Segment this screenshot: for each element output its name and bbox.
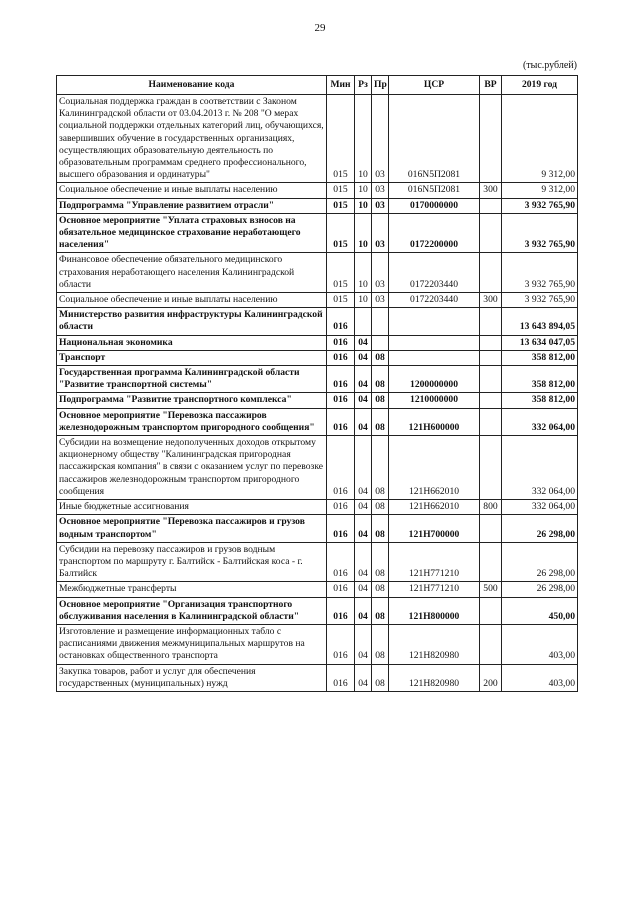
cell-pr: 08: [372, 393, 389, 408]
cell-vr: [480, 366, 502, 393]
cell-csr: 121Н820980: [389, 664, 480, 691]
table-row: [57, 436, 578, 500]
cell-amount: 332 064,00: [502, 408, 578, 435]
cell-rz: 10: [355, 183, 372, 198]
cell-name: Основное мероприятие "Перевозка пассажиров и грузов водным транспортом": [57, 515, 327, 542]
table-row: [57, 350, 578, 365]
cell-min: 016: [327, 335, 355, 350]
cell-amount: 26 298,00: [502, 542, 578, 582]
cell-pr: 08: [372, 542, 389, 582]
cell-rz: 04: [355, 393, 372, 408]
cell-csr: 0170000000: [389, 198, 480, 213]
cell-rz: 10: [355, 213, 372, 253]
table-row: [57, 198, 578, 213]
table-row: [57, 515, 578, 542]
cell-csr: [389, 308, 480, 335]
table-row: [57, 308, 578, 335]
cell-rz: 04: [355, 582, 372, 597]
cell-pr: 03: [372, 253, 389, 293]
cell-pr: [372, 308, 389, 335]
cell-vr: [480, 308, 502, 335]
cell-min: 015: [327, 253, 355, 293]
cell-min: 015: [327, 183, 355, 198]
cell-csr: [389, 335, 480, 350]
table-row: [57, 542, 578, 582]
cell-pr: 08: [372, 664, 389, 691]
cell-pr: 08: [372, 582, 389, 597]
cell-csr: 121Н662010: [389, 500, 480, 515]
cell-pr: 03: [372, 198, 389, 213]
cell-min: 016: [327, 542, 355, 582]
header-year: 2019 год: [502, 76, 578, 95]
cell-pr: 03: [372, 183, 389, 198]
cell-rz: 10: [355, 95, 372, 183]
cell-name: Транспорт: [57, 350, 327, 365]
cell-name: Социальное обеспечение и иные выплаты населению: [57, 293, 327, 308]
cell-vr: 200: [480, 664, 502, 691]
cell-amount: 3 932 765,90: [502, 253, 578, 293]
units-label: (тыс.рублей): [522, 60, 577, 71]
cell-name: Основное мероприятие "Перевозка пассажиров железнодорожным транспортом пригородного сообщения": [57, 408, 327, 435]
cell-amount: 332 064,00: [502, 500, 578, 515]
cell-rz: 10: [355, 198, 372, 213]
cell-vr: [480, 436, 502, 500]
cell-vr: [480, 350, 502, 365]
cell-name: Субсидии на возмещение недополученных доходов открытому акционерному обществу "Калининградская пригородная пассажирская компания" в связи с оказанием услуг по перевозке пассажиров железнодорожным транспортом пригородного сообщения: [57, 436, 327, 500]
cell-rz: 04: [355, 436, 372, 500]
table-row: [57, 183, 578, 198]
cell-vr: [480, 393, 502, 408]
cell-csr: 121Н700000: [389, 515, 480, 542]
cell-rz: 04: [355, 350, 372, 365]
cell-name: Иные бюджетные ассигнования: [57, 500, 327, 515]
cell-name: Изготовление и размещение информационных табло с расписаниями движения межмуниципальных маршрутов на остановках общественного транспорта: [57, 624, 327, 664]
cell-name: Подпрограмма "Управление развитием отрасли": [57, 198, 327, 213]
cell-min: 016: [327, 624, 355, 664]
cell-amount: 13 634 047,05: [502, 335, 578, 350]
cell-min: 016: [327, 393, 355, 408]
header-rz: Рз: [355, 76, 372, 95]
table-row: [57, 253, 578, 293]
page-number: 29: [314, 22, 326, 34]
cell-vr: 300: [480, 293, 502, 308]
cell-pr: 08: [372, 500, 389, 515]
cell-amount: 403,00: [502, 624, 578, 664]
cell-csr: 0172200000: [389, 213, 480, 253]
cell-rz: 04: [355, 500, 372, 515]
cell-rz: 04: [355, 597, 372, 624]
cell-min: 016: [327, 408, 355, 435]
cell-name: Закупка товаров, работ и услуг для обеспечения государственных (муниципальных) нужд: [57, 664, 327, 691]
cell-amount: 358 812,00: [502, 393, 578, 408]
cell-name: Подпрограмма "Развитие транспортного комплекса": [57, 393, 327, 408]
table-body: [57, 95, 578, 692]
cell-csr: 121Н800000: [389, 597, 480, 624]
cell-amount: 332 064,00: [502, 436, 578, 500]
cell-min: 015: [327, 198, 355, 213]
cell-pr: 08: [372, 436, 389, 500]
table-row: [57, 582, 578, 597]
cell-csr: 121Н600000: [389, 408, 480, 435]
cell-pr: 08: [372, 624, 389, 664]
cell-amount: 358 812,00: [502, 366, 578, 393]
table-row: [57, 500, 578, 515]
cell-min: 016: [327, 500, 355, 515]
cell-rz: [355, 308, 372, 335]
cell-csr: 121Н662010: [389, 436, 480, 500]
cell-csr: 121Н771210: [389, 582, 480, 597]
cell-pr: 08: [372, 366, 389, 393]
cell-vr: [480, 253, 502, 293]
cell-rz: 04: [355, 515, 372, 542]
table-row: [57, 293, 578, 308]
cell-csr: 121Н771210: [389, 542, 480, 582]
cell-vr: 500: [480, 582, 502, 597]
table-row: [57, 664, 578, 691]
cell-csr: 0172203440: [389, 293, 480, 308]
cell-min: 016: [327, 597, 355, 624]
cell-pr: 08: [372, 515, 389, 542]
header-name: Наименование кода: [57, 76, 327, 95]
cell-amount: 3 932 765,90: [502, 213, 578, 253]
cell-csr: 121Н820980: [389, 624, 480, 664]
cell-amount: 358 812,00: [502, 350, 578, 365]
cell-rz: 04: [355, 335, 372, 350]
cell-pr: 08: [372, 350, 389, 365]
cell-csr: 016N5П2081: [389, 95, 480, 183]
cell-vr: [480, 95, 502, 183]
cell-vr: [480, 515, 502, 542]
cell-vr: 300: [480, 183, 502, 198]
cell-name: Национальная экономика: [57, 335, 327, 350]
cell-name: Основное мероприятие "Уплата страховых взносов на обязательное медицинское страхование неработающего населения": [57, 213, 327, 253]
cell-vr: [480, 597, 502, 624]
cell-vr: [480, 198, 502, 213]
cell-min: 016: [327, 366, 355, 393]
cell-csr: [389, 350, 480, 365]
cell-name: Министерство развития инфраструктуры Калининградской области: [57, 308, 327, 335]
cell-amount: 13 643 894,05: [502, 308, 578, 335]
cell-min: 016: [327, 582, 355, 597]
table-row: [57, 393, 578, 408]
header-min: Мин: [327, 76, 355, 95]
cell-pr: 08: [372, 597, 389, 624]
cell-min: 015: [327, 293, 355, 308]
cell-name: Социальное обеспечение и иные выплаты населению: [57, 183, 327, 198]
cell-vr: [480, 408, 502, 435]
cell-min: 015: [327, 95, 355, 183]
table-row: [57, 624, 578, 664]
table-row: [57, 335, 578, 350]
cell-name: Социальная поддержка граждан в соответствии с Законом Калининградской области от 03.04.2013 г. № 208 "О мерах социальной поддержки отдельных категорий лиц, обучающихся, завершивших обучение в государственных организациях, осуществляющих образовательную деятельность по образовательным программам среднего профессионального, высшего образования и ординатуры": [57, 95, 327, 183]
cell-vr: [480, 624, 502, 664]
cell-rz: 04: [355, 542, 372, 582]
header-vr: ВР: [480, 76, 502, 95]
cell-vr: [480, 213, 502, 253]
cell-rz: 10: [355, 253, 372, 293]
cell-min: 016: [327, 436, 355, 500]
cell-amount: 3 932 765,90: [502, 293, 578, 308]
cell-vr: 800: [480, 500, 502, 515]
table-header-row: [57, 76, 578, 95]
table-row: [57, 95, 578, 183]
cell-amount: 26 298,00: [502, 582, 578, 597]
cell-rz: 10: [355, 293, 372, 308]
cell-min: 016: [327, 308, 355, 335]
cell-vr: [480, 335, 502, 350]
cell-rz: 04: [355, 624, 372, 664]
cell-csr: 016N5П2081: [389, 183, 480, 198]
cell-pr: [372, 335, 389, 350]
cell-rz: 04: [355, 366, 372, 393]
cell-pr: 08: [372, 408, 389, 435]
cell-name: Государственная программа Калининградской области "Развитие транспортной системы": [57, 366, 327, 393]
budget-table: [56, 75, 578, 692]
cell-name: Основное мероприятие "Организация транспортного обслуживания населения в Калининградской области": [57, 597, 327, 624]
cell-pr: 03: [372, 95, 389, 183]
cell-csr: 0172203440: [389, 253, 480, 293]
cell-pr: 03: [372, 293, 389, 308]
header-csr: ЦСР: [389, 76, 480, 95]
cell-csr: 1200000000: [389, 366, 480, 393]
cell-min: 016: [327, 664, 355, 691]
cell-pr: 03: [372, 213, 389, 253]
table-row: [57, 213, 578, 253]
cell-amount: 3 932 765,90: [502, 198, 578, 213]
cell-rz: 04: [355, 408, 372, 435]
cell-vr: [480, 542, 502, 582]
cell-amount: 9 312,00: [502, 183, 578, 198]
cell-amount: 26 298,00: [502, 515, 578, 542]
cell-amount: 450,00: [502, 597, 578, 624]
cell-min: 015: [327, 213, 355, 253]
cell-amount: 9 312,00: [502, 95, 578, 183]
header-pr: Пр: [372, 76, 389, 95]
cell-name: Финансовое обеспечение обязательного медицинского страхования неработающего населения Калининградской области: [57, 253, 327, 293]
cell-amount: 403,00: [502, 664, 578, 691]
cell-min: 016: [327, 515, 355, 542]
cell-min: 016: [327, 350, 355, 365]
table-row: [57, 366, 578, 393]
cell-name: Субсидии на перевозку пассажиров и грузов водным транспортом по маршруту г. Балтийск - Балтийская коса - г. Балтийск: [57, 542, 327, 582]
cell-name: Межбюджетные трансферты: [57, 582, 327, 597]
table-row: [57, 597, 578, 624]
cell-csr: 1210000000: [389, 393, 480, 408]
cell-rz: 04: [355, 664, 372, 691]
table-row: [57, 408, 578, 435]
